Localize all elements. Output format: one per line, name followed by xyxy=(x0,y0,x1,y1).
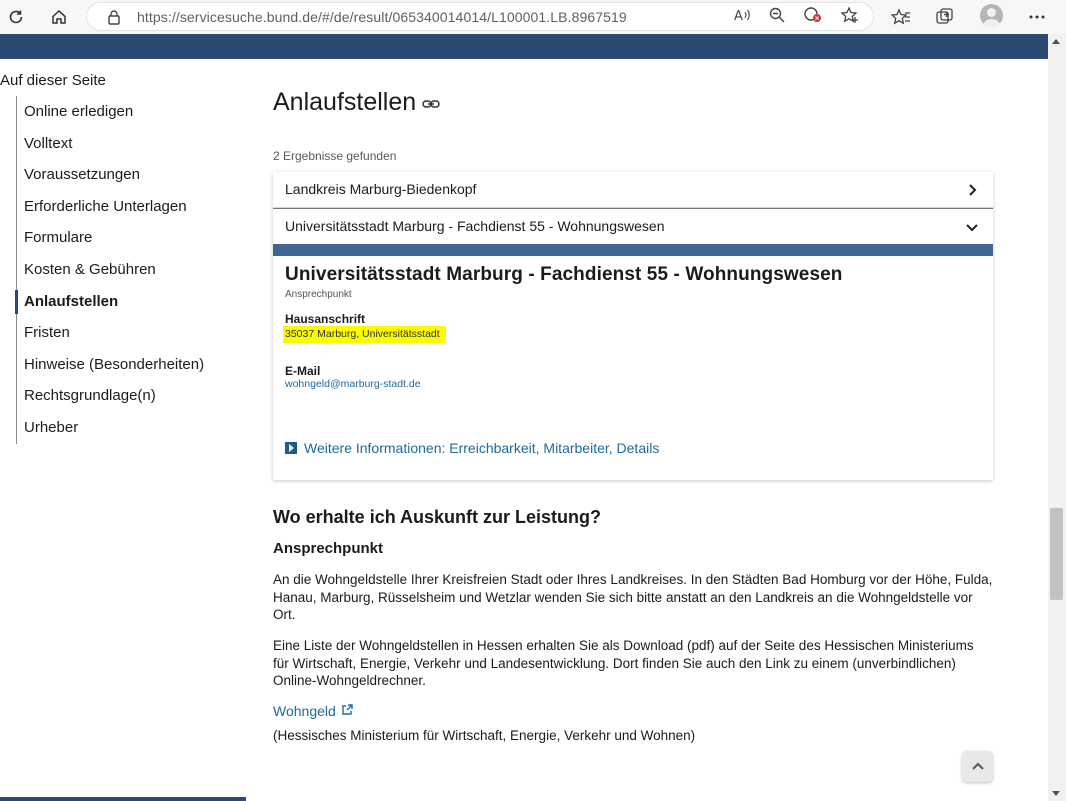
url-text[interactable]: https://servicesuche.bund.de/#/de/result/065340014014/L100001.LB.8967519 xyxy=(137,9,627,25)
accordion-item-landkreis[interactable] xyxy=(273,172,993,208)
page-scrollbar[interactable] xyxy=(1048,34,1066,801)
toc-item-anlaufstellen[interactable]: Anlaufstellen xyxy=(17,286,246,318)
scroll-down-icon[interactable] xyxy=(1052,791,1060,796)
accordion-item-label: Landkreis Marburg-Biedenkopf xyxy=(285,181,477,197)
contact-accordion xyxy=(273,172,993,480)
results-count: 2 Ergebnisse gefunden xyxy=(273,149,397,163)
page-title-text: Anlaufstellen xyxy=(273,88,417,116)
scroll-thumb[interactable] xyxy=(1050,508,1063,600)
site-header-band xyxy=(0,34,1048,59)
accordion-detail-panel xyxy=(273,256,993,480)
zoom-icon[interactable] xyxy=(767,5,787,25)
accordion-item-label: Universitätsstadt Marburg - Fachdienst 55 - Wohnungswesen xyxy=(285,218,665,234)
home-icon[interactable] xyxy=(46,4,72,30)
address-bar[interactable] xyxy=(86,2,874,31)
wohngeld-link-label: Wohngeld xyxy=(273,703,336,719)
anchor-link-icon[interactable] xyxy=(422,88,440,117)
toc-item-hinweise[interactable]: Hinweise (Besonderheiten) xyxy=(24,355,205,373)
profile-avatar[interactable] xyxy=(980,4,1003,27)
footer-edge xyxy=(0,797,246,801)
email-label: E-Mail xyxy=(285,364,321,378)
address-value: 35037 Marburg, Universitätsstadt xyxy=(283,326,446,343)
link-note: (Hessisches Ministerium für Wirtschaft, Energie, Verkehr und Wohnen) xyxy=(273,728,696,743)
favorites-icon[interactable] xyxy=(889,5,913,29)
contact-subtitle: Ansprechpunkt xyxy=(285,289,352,300)
page-title xyxy=(273,88,440,117)
svg-text:A: A xyxy=(734,9,743,23)
toc-item-formulare[interactable]: Formulare xyxy=(24,229,93,247)
toc-item-volltext[interactable]: Volltext xyxy=(24,134,73,152)
accordion-item-marburg[interactable] xyxy=(273,208,993,244)
info-paragraph-1: An die Wohngeldstelle Ihrer Kreisfreien Stadt oder Ihres Landkreises. In den Städten Bad Homburg vor der Höhe, Fulda, Hanau, Marburg, Rüsselsheim und Wetzlar wenden Sie sich bitte anstatt an den Landkreis an die Wohngeldstelle vor Ort. xyxy=(273,572,993,622)
read-aloud-icon[interactable] xyxy=(732,5,752,25)
collections-icon[interactable] xyxy=(933,5,957,29)
add-favorite-icon[interactable] xyxy=(840,5,860,25)
more-icon[interactable] xyxy=(1025,5,1049,29)
toc-title: Auf dieser Seite xyxy=(0,72,106,89)
toc-nav xyxy=(16,96,246,444)
chevron-down-icon xyxy=(965,220,979,234)
sub-title: Ansprechpunkt xyxy=(273,540,384,557)
more-info-link[interactable] xyxy=(285,440,659,456)
chevron-up-icon xyxy=(971,758,985,776)
tracking-icon[interactable] xyxy=(803,5,823,25)
more-info-label: Weitere Informationen: Erreichbarkeit, Mitarbeiter, Details xyxy=(304,440,660,456)
section-title: Wo erhalte ich Auskunft zur Leistung? xyxy=(273,507,602,527)
browser-toolbar xyxy=(0,0,1066,34)
lock-icon[interactable] xyxy=(107,9,121,30)
accordion-divider-stripe xyxy=(273,244,993,256)
toc-item-fristen[interactable]: Fristen xyxy=(24,324,70,342)
toc-item-urheber[interactable]: Urheber xyxy=(24,418,79,436)
toc-item-erforderliche-unterlagen[interactable]: Erforderliche Unterlagen xyxy=(24,197,187,215)
email-link[interactable]: wohngeld@marburg-stadt.de xyxy=(285,378,421,390)
external-link-icon xyxy=(341,703,353,719)
toc-item-kosten-gebuehren[interactable]: Kosten & Gebühren xyxy=(24,260,156,278)
address-label: Hausanschrift xyxy=(285,312,366,326)
chevron-right-icon xyxy=(965,183,979,197)
toc-item-rechtsgrundlage[interactable]: Rechtsgrundlage(n) xyxy=(24,387,156,405)
wohngeld-link[interactable] xyxy=(273,703,353,719)
reload-icon[interactable] xyxy=(3,4,29,30)
toc-item-online-erledigen[interactable]: Online erledigen xyxy=(24,103,134,120)
play-icon xyxy=(285,442,297,454)
info-paragraph-2: Eine Liste der Wohngeldstellen in Hessen erhalten Sie als Download (pdf) auf der Seite des Hessischen Ministeriums für Wirtschaft, Energie, Verkehr und Landesentwicklung. Dort finden Sie auch den Link zu einem (unverbindlichen) Online-Wohngeldrechner. xyxy=(273,638,974,688)
toc-item-voraussetzungen[interactable]: Voraussetzungen xyxy=(24,166,140,184)
contact-title: Universitätsstadt Marburg - Fachdienst 55 - Wohnungswesen xyxy=(285,264,843,285)
back-to-top-button[interactable] xyxy=(962,751,993,782)
scroll-up-icon[interactable] xyxy=(1052,39,1060,44)
